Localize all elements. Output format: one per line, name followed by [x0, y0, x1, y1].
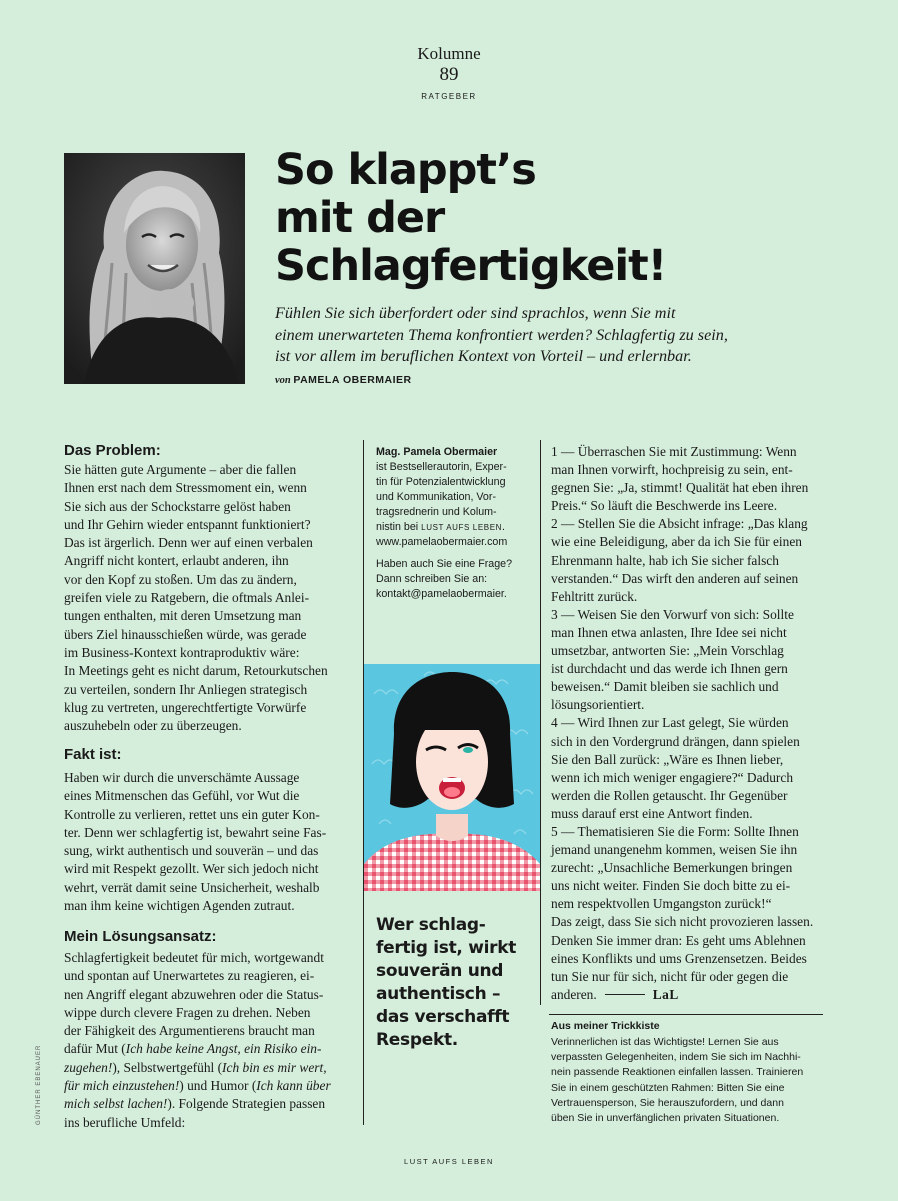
pull-quote: [376, 914, 536, 1052]
strategy-text: [551, 443, 829, 986]
text-line: wehrt, verrät damit seine Unsicherheit, weshalb: [64, 879, 320, 895]
text-segment: ), Selbstwertgefühl (: [112, 1059, 223, 1075]
text-line: wenn ich mich weniger engagiere?“ Dadurch: [551, 769, 794, 785]
author-name: PAMELA OBERMAIER: [293, 374, 412, 386]
text-line: beweisen.“ Damit bleiben sie sachlich und: [551, 679, 779, 695]
text-segment: nen Angriff elegant abzuwehren oder die Status-: [64, 986, 324, 1002]
text-line: klug zu vertreten, ungerechtfertigte Vorwürfe: [64, 699, 307, 715]
text-line: Sie in einem geschützten Rahmen: Bitten Sie eine: [551, 1081, 785, 1094]
text-line: wird mit Respekt gezollt. Wer sich jedoch nicht: [64, 861, 319, 877]
text-line: [64, 1077, 346, 1095]
section-heading-loesung: Mein Lösungsansatz:: [64, 928, 217, 945]
bio-line: ist Bestsellerautorin, Exper-: [376, 461, 507, 473]
bio-line: tin für Potenzialentwicklung: [376, 476, 506, 488]
text-line: [64, 1059, 346, 1077]
text-line: [64, 1004, 346, 1022]
quote-line: souverän und: [376, 961, 504, 981]
column-divider: [540, 440, 541, 1005]
magazine-footer: LUST AUFS LEBEN: [404, 1157, 494, 1166]
text-line: man Ihnen vorwirft, hochpreisig zu sein, ent-: [551, 462, 793, 478]
text-line: Verinnerlichen ist das Wichtigste! Lernen Sie aus: [551, 1036, 779, 1048]
author-portrait: [64, 153, 245, 384]
bio-line: nistin bei: [376, 521, 422, 533]
text-line: werden die Rollen getauscht. Ihr Gegenüber: [551, 787, 788, 803]
text-line: [64, 986, 346, 1004]
text-line: 5 — Thematisieren Sie die Form: Sollte Ihnen: [551, 823, 799, 839]
quote-line: Respekt.: [376, 1030, 458, 1050]
signature-mark: LaL: [652, 986, 679, 1002]
italic-segment: Ich bin es mir wert,: [222, 1059, 327, 1075]
text-line: Sie hätten gute Argumente – aber die fallen: [64, 462, 297, 477]
bio-line: und Kommunikation, Vor-: [376, 491, 496, 503]
lead-line: ist vor allem im beruflichen Kontext von Vorteil – und erlernbar.: [275, 347, 692, 365]
byline-prefix: von: [275, 375, 291, 386]
text-segment: ins berufliche Umfeld:: [64, 1114, 186, 1130]
text-line: sung, wirkt authentisch und souverän – und das: [64, 843, 319, 859]
text-line: zurecht: „Unsachliche Bemerkungen bringen: [551, 860, 793, 876]
text-segment: ) und Humor (: [179, 1078, 257, 1094]
text-line: vor den Kopf zu stoßen. Um das zu ändern,: [64, 571, 297, 587]
text-line: Ihnen erst nach dem Stressmoment ein, wenn: [64, 480, 307, 496]
quote-line: das verschafft: [376, 1007, 510, 1027]
text-line: verpassten Gelegenheiten, indem Sie sich im Nachhi-: [551, 1051, 801, 1064]
text-line: 2 — Stellen Sie die Absicht infrage: „Das klang: [551, 516, 808, 532]
text-line: zu verteilen, sondern Ihr Anliegen strategisch: [64, 681, 308, 697]
woman-illustration: [364, 664, 540, 891]
text-line: auszuhebeln oder zu überzeugen.: [64, 718, 242, 734]
quote-line: Wer schlag-: [376, 915, 486, 935]
text-line: Haben wir durch die unverschämte Aussage: [64, 770, 300, 785]
end-dash: [605, 994, 645, 995]
bio-punct: .: [502, 521, 506, 533]
lead-paragraph: [275, 303, 835, 368]
text-line: wie eine Beleidigung, aber da ich Sie für einen: [551, 534, 802, 550]
quote-line: fertig ist, wirkt: [376, 938, 517, 958]
trick-box-text: [551, 1035, 831, 1126]
text-line: Sie den Ball zurück: „Wäre es Ihnen lieber,: [551, 751, 784, 767]
text-line: Vertrauensperson, Sie herauszufordern, und dann: [551, 1096, 784, 1109]
title-line: mit der: [275, 193, 445, 243]
text-line: [64, 1095, 346, 1113]
text-line: gegnen Sie: „Ja, stimmt! Qualität hat eben ihren: [551, 480, 809, 496]
lead-line: einem unerwarteten Thema konfrontiert werden? Schlagfertig zu sein,: [275, 325, 728, 344]
text-line: Preis.“ So läuft die Beschwerde ins Leere.: [551, 498, 778, 514]
text-line: Angriff nicht kontert, erlaubt anderen, ihn: [64, 553, 289, 569]
text-segment: Schlagfertigkeit bedeutet für mich, wortgewandt: [64, 950, 324, 965]
text-line: Fehltritt zurück.: [551, 588, 638, 604]
text-line: umsetzbar, antworten Sie: „Mein Vorschlag: [551, 643, 784, 659]
text-line: Kontrolle zu verlieren, rettet uns ein guter Kon-: [64, 806, 320, 822]
text-line: In Meetings geht es nicht darum, Retourkutschen: [64, 663, 328, 679]
section-heading-problem: Das Problem:: [64, 442, 161, 459]
problem-text: [64, 461, 346, 735]
section-heading-fakt: Fakt ist:: [64, 746, 122, 763]
text-line: Das zeigt, dass Sie sich nicht provozieren lassen.: [551, 914, 814, 930]
text-line: greifen viele zu Ratgebern, die oftmals Anlei-: [64, 590, 310, 606]
section-label: RATGEBER: [421, 92, 477, 101]
text-line: [64, 949, 346, 967]
text-line: Das ist ärgerlich. Denn wer auf einen verbalen: [64, 535, 313, 551]
title-line: So klappt’s: [275, 145, 536, 195]
italic-segment: Ich kann über: [256, 1078, 331, 1094]
italic-segment: für mich einzustehen!: [64, 1078, 180, 1094]
text-line: tungen enthalten, mit deren Umsetzung man: [64, 608, 302, 624]
photo-credit: [36, 1045, 48, 1125]
text-line: Denken Sie immer dran: Es geht ums Ablehnen: [551, 932, 806, 948]
text-line: im Business-Kontext kontraproduktiv wäre:: [64, 644, 300, 660]
text-line: man ihm keine wichtigen Agenden zutraut.: [64, 898, 295, 914]
italic-segment: zugehen!: [64, 1059, 113, 1075]
lead-line: Fühlen Sie sich überfordert oder sind sprachlos, wenn Sie mit: [275, 304, 676, 322]
text-line: lösungsorientiert.: [551, 697, 645, 713]
loesung-text: [64, 949, 346, 1132]
question-line: Haben auch Sie eine Frage?: [376, 558, 513, 570]
text-line: ist durchdacht und das werde ich Ihnen gern: [551, 661, 788, 677]
article-end: [551, 986, 829, 1004]
article-title: [275, 146, 875, 290]
text-line: verstanden.“ Das wirft den anderen auf seinen: [551, 570, 799, 586]
question-line: Dann schreiben Sie an:: [376, 573, 488, 585]
byline: [275, 374, 412, 386]
text-line: 1 — Überraschen Sie mit Zustimmung: Wenn: [551, 444, 797, 459]
text-segment: ). Folgende Strategien passen: [167, 1096, 326, 1112]
text-line: [64, 1040, 346, 1058]
text-line: eines Mitmenschen das Gefühl, vor Wut die: [64, 788, 300, 804]
text-segment: und spontan auf Unerwartetes zu reagieren, ei-: [64, 968, 315, 984]
text-line: und Ihr Gehirn wieder entspannt funktioniert?: [64, 516, 311, 532]
text-line: uns nicht weiter. Finden Sie doch bitte zu ei-: [551, 878, 791, 894]
contact-email-link[interactable]: kontakt@pamelaobermaier.: [376, 588, 507, 600]
bio-line: tragsrednerin und Kolum-: [376, 506, 497, 518]
text-line: nem respektvollen Umgangston zurück!“: [551, 896, 772, 912]
title-line: Schlagfertigkeit!: [275, 241, 667, 291]
text-line: sich in den Vordergrund drängen, dann spielen: [551, 733, 800, 749]
text-line: [64, 1022, 346, 1040]
quote-line: authentisch –: [376, 984, 501, 1004]
text-line: [64, 1114, 346, 1132]
text-line: nein passende Reaktionen einfallen lassen. Trainieren: [551, 1066, 804, 1079]
text-line: muss darauf erst eine Antwort finden.: [551, 805, 753, 821]
box-divider: [549, 1014, 823, 1015]
text-line: 4 — Wird Ihnen zur Last gelegt, Sie würden: [551, 715, 789, 731]
text-line: üben Sie in unverfänglichen privaten Situationen.: [551, 1112, 780, 1125]
trick-box-heading: Aus meiner Trickkiste: [551, 1020, 660, 1032]
text-segment: wippe durch clevere Fragen zu drehen. Neben: [64, 1004, 311, 1020]
magazine-name: LUST AUFS LEBEN: [421, 523, 503, 532]
text-segment: der Fähigkeit des Argumentierens braucht man: [64, 1023, 315, 1039]
text-line: übers Ziel hinausschießen würde, was gerade: [64, 626, 307, 642]
end-text: anderen.: [551, 986, 597, 1002]
column-number: 89: [439, 64, 459, 85]
strategy-list: [551, 443, 829, 1004]
italic-segment: mich selbst lachen!: [64, 1096, 168, 1112]
fakt-text: [64, 769, 346, 915]
text-line: tun Sie nur für sich, nicht für oder gegen die: [551, 968, 789, 984]
text-line: Sie sich aus der Schockstarre gelöst haben: [64, 498, 291, 514]
bio-name: Mag. Pamela Obermaier: [376, 446, 498, 458]
text-line: 3 — Weisen Sie den Vorwurf von sich: Sollte: [551, 606, 794, 622]
text-line: ter. Denn wer schlagfertig ist, bewahrt seine Fas-: [64, 824, 327, 840]
author-bio: [376, 445, 532, 609]
text-segment: dafür Mut (: [64, 1041, 126, 1057]
text-line: jemand unangenehm kommen, weisen Sie ihn: [551, 842, 798, 858]
text-line: eines Konflikts und ums Grenzensetzen. Beides: [551, 950, 807, 966]
italic-segment: Ich habe keine Angst, ein Risiko ein-: [125, 1041, 322, 1057]
text-line: [64, 967, 346, 985]
text-line: man Ihnen etwa anlasten, Ihre Idee sei nicht: [551, 624, 787, 640]
author-website-link[interactable]: www.pamelaobermaier.com: [376, 536, 508, 548]
column-label: Kolumne: [417, 44, 481, 63]
text-line: Ehrenmann halte, hab ich Sie sicher falsch: [551, 552, 779, 568]
photo-credit-text: GÜNTHER EBENAUER: [36, 1044, 42, 1125]
